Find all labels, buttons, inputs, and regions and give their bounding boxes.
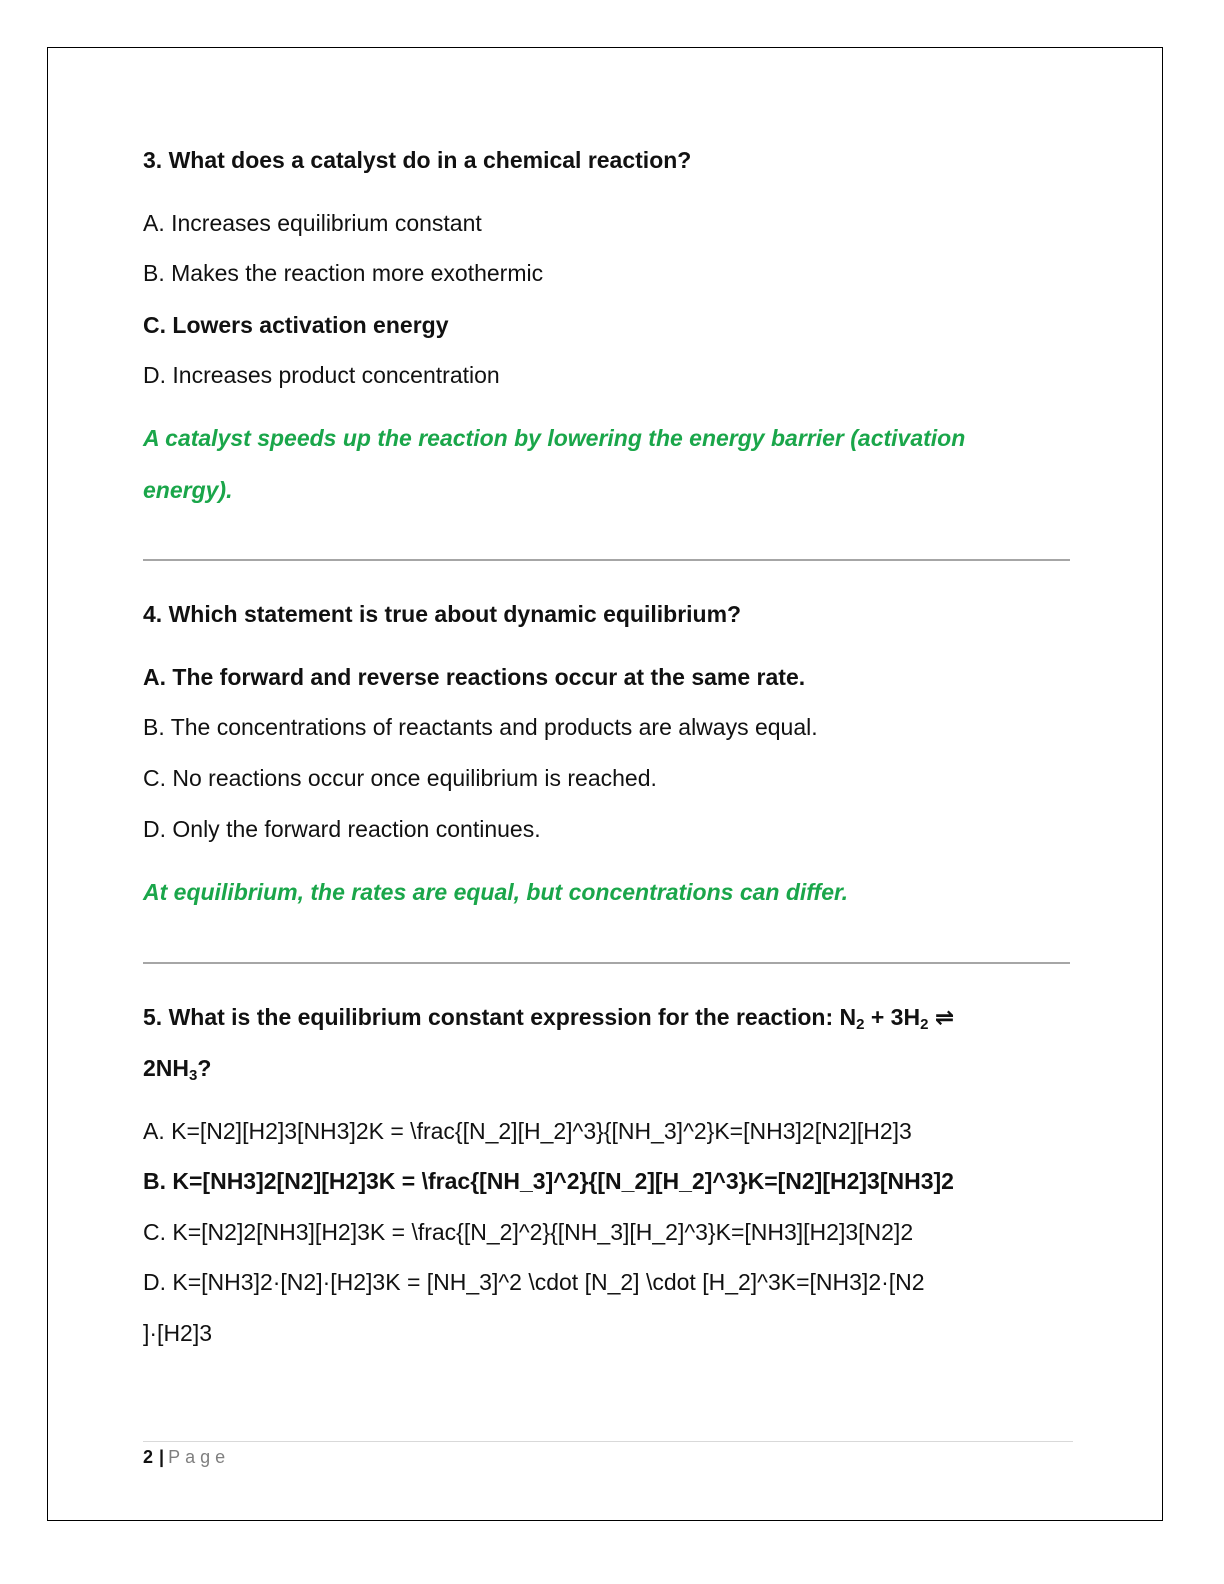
q5-option-b-correct: B. K=[NH3]2[N2][H2]3K = \frac{[NH_3]^2}{[N_2][H_2]^3}K=[N2][H2]3[NH3]2 bbox=[143, 1168, 954, 1194]
footer-divider bbox=[143, 1441, 1073, 1442]
equilibrium-arrow: ⇌ bbox=[928, 1004, 955, 1030]
q5-option-c: C. K=[N2]2[NH3][H2]3K = \frac{[N_2]^2}{[NH_3][H_2]^3}K=[NH3][H2]3[N2]2 bbox=[143, 1219, 914, 1245]
q3-option-a: A. Increases equilibrium constant bbox=[143, 210, 482, 236]
subscript: 3 bbox=[189, 1067, 198, 1084]
question-3-title: 3. What does a catalyst do in a chemical reaction? bbox=[143, 147, 692, 173]
page-label: Page bbox=[168, 1447, 231, 1467]
title-text: 2NH bbox=[143, 1055, 190, 1081]
q4-option-c: C. No reactions occur once equilibrium is reached. bbox=[143, 765, 657, 791]
q5-option-a: A. K=[N2][H2]3[NH3]2K = \frac{[N_2][H_2]^3}{[NH_3]^2}K=[NH3]2[N2][H2]3 bbox=[143, 1118, 912, 1144]
q4-option-a-correct: A. The forward and reverse reactions occur at the same rate. bbox=[143, 664, 806, 690]
title-text: + 3H bbox=[864, 1004, 921, 1030]
divider bbox=[143, 962, 1070, 964]
q3-explanation-line-1: A catalyst speeds up the reaction by lowering the energy barrier (activation bbox=[143, 425, 966, 451]
question-5-title-line-1 bbox=[143, 1002, 954, 1040]
footer-separator: | bbox=[159, 1447, 165, 1467]
question-5-title-line-2 bbox=[143, 1053, 211, 1091]
q3-explanation-line-2: energy). bbox=[143, 477, 233, 503]
subscript: 2 bbox=[920, 1016, 929, 1033]
title-text: 5. What is the equilibrium constant expression for the reaction: N bbox=[143, 1004, 857, 1030]
page-footer bbox=[143, 1445, 230, 1469]
q3-option-b: B. Makes the reaction more exothermic bbox=[143, 260, 544, 286]
q4-option-b: B. The concentrations of reactants and products are always equal. bbox=[143, 714, 818, 740]
page-number: 2 bbox=[143, 1447, 154, 1467]
title-text: ? bbox=[197, 1055, 212, 1081]
q4-explanation: At equilibrium, the rates are equal, but concentrations can differ. bbox=[143, 879, 849, 905]
q3-option-d: D. Increases product concentration bbox=[143, 362, 500, 388]
subscript: 2 bbox=[856, 1016, 865, 1033]
q5-option-d-continued: ]·[H2]3 bbox=[143, 1320, 213, 1346]
q4-option-d: D. Only the forward reaction continues. bbox=[143, 816, 541, 842]
question-4-title: 4. Which statement is true about dynamic equilibrium? bbox=[143, 601, 742, 627]
q3-option-c-correct: C. Lowers activation energy bbox=[143, 312, 449, 338]
q5-option-d: D. K=[NH3]2·[N2]·[H2]3K = [NH_3]^2 \cdot [N_2] \cdot [H_2]^3K=[NH3]2·[N2 bbox=[143, 1269, 925, 1295]
divider bbox=[143, 559, 1070, 561]
